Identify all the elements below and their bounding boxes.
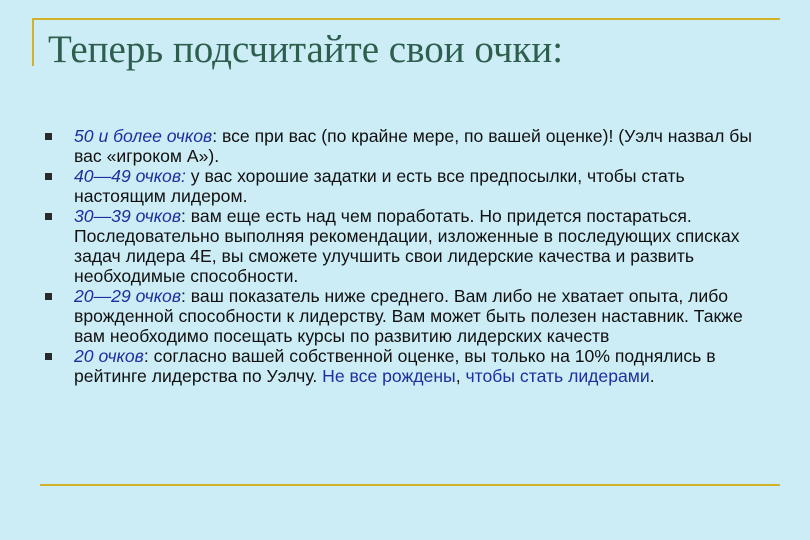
score-description: у вас хорошие задатки и есть все предпосылки, чтобы стать настоящим лидером. <box>74 166 685 206</box>
score-range-label: 20 очков <box>74 346 144 366</box>
frame-top-line <box>32 18 780 20</box>
square-bullet-icon <box>45 293 52 300</box>
score-list <box>44 126 764 386</box>
score-description: : вам еще есть над чем поработать. Но придется постараться. Последовательно выполняя рекомендации, изложенные в последующих списках задач лидера 4E, вы сможете улучшить свои лидерские качества и развить необходимые способности. <box>74 206 740 286</box>
score-range-label: 40—49 очков: <box>74 166 186 186</box>
highlighted-phrase: Не все рождены <box>322 366 456 386</box>
square-bullet-icon <box>45 133 52 140</box>
closing-period: . <box>649 366 655 386</box>
square-bullet-icon <box>45 213 52 220</box>
score-range-label: 20—29 очков <box>74 286 181 306</box>
slide-title: Теперь подсчитайте свои очки: <box>48 28 564 71</box>
score-description: : согласно вашей собственной оценке, вы только на 10% поднялись в рейтинге лидерства по Уэлчу. <box>74 346 716 386</box>
score-range-label: 30—39 очков <box>74 206 181 226</box>
score-description: : ваш показатель ниже среднего. Вам либо не хватает опыта, либо врожденной способности к лидерству. Вам может быть полезен наставник. Также вам необходимо посещать курсы по развитию лидерских качеств <box>74 286 743 346</box>
frame-left-line <box>32 18 34 66</box>
separator-text: , <box>455 366 466 386</box>
frame-bottom-line <box>40 484 780 486</box>
list-item <box>44 126 764 166</box>
list-item <box>44 206 764 286</box>
square-bullet-icon <box>45 173 52 180</box>
score-description: : все при вас (по крайне мере, по вашей оценке)! (Уэлч назвал бы вас «игроком А»). <box>74 126 752 166</box>
highlighted-phrase: чтобы стать лидерами <box>465 366 650 386</box>
score-range-label: 50 и более очков <box>74 126 213 146</box>
list-item <box>44 166 764 206</box>
square-bullet-icon <box>45 353 52 360</box>
list-item <box>44 286 764 346</box>
list-item <box>44 346 764 386</box>
